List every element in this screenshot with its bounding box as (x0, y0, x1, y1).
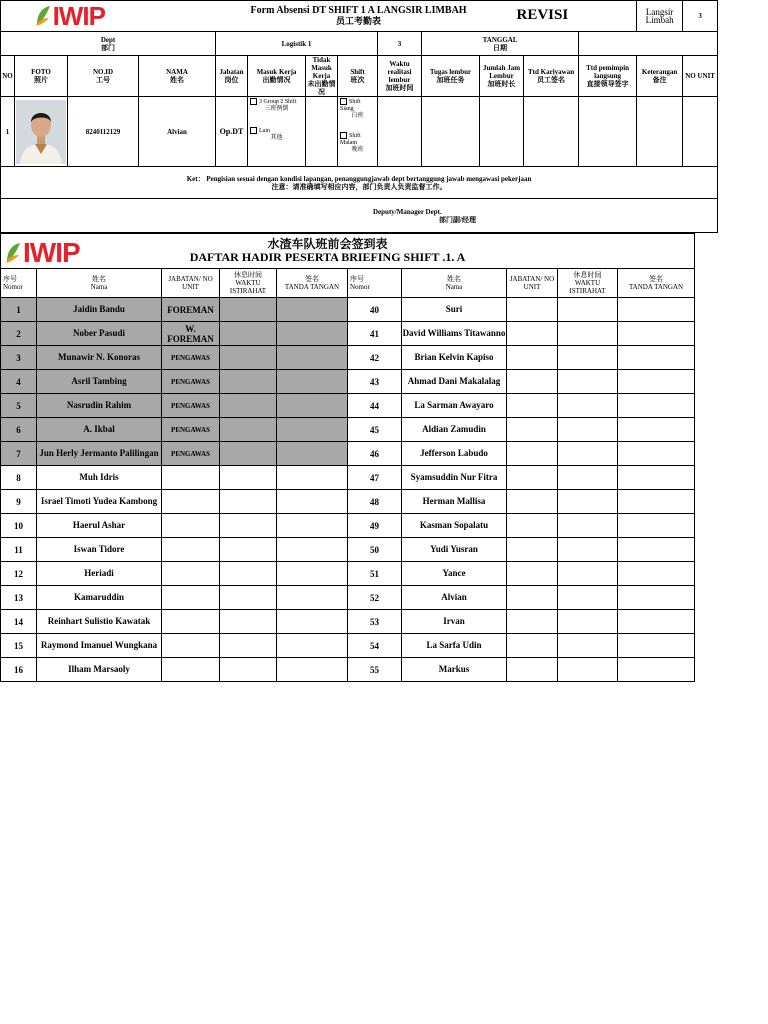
tanda-tangan-cell[interactable] (277, 298, 348, 322)
no-unit-cell[interactable] (683, 97, 718, 167)
participant-jabatan[interactable] (507, 370, 558, 394)
participant-name: Nober Pasudi (37, 322, 162, 346)
tanda-tangan-cell[interactable] (277, 538, 348, 562)
header-nomor-right: 序号 Nomor (348, 269, 402, 298)
row-number: 43 (348, 370, 402, 394)
participant-jabatan (162, 514, 220, 538)
company-logo (1, 1, 139, 31)
participant-jabatan: PENGAWAS (162, 394, 220, 418)
waktu-istirahat-cell[interactable] (558, 514, 618, 538)
leaf-icon (35, 5, 51, 27)
participant-jabatan[interactable] (507, 538, 558, 562)
form-title-cn: 员工考勤表 (336, 16, 382, 26)
form2-title-cell (1, 234, 695, 269)
tanda-tangan-cell[interactable] (618, 514, 695, 538)
form2-header-row (1, 269, 695, 298)
participant-name: Irvan (402, 610, 507, 634)
participant-name: Haerul Ashar (37, 514, 162, 538)
tanda-tangan-cell[interactable] (277, 562, 348, 586)
row-number: 9 (1, 490, 37, 514)
waktu-istirahat-cell[interactable] (558, 322, 618, 346)
waktu-istirahat-cell[interactable] (220, 562, 277, 586)
tanda-tangan-cell[interactable] (618, 346, 695, 370)
dept-value: Logistik 1 (216, 32, 378, 56)
participant-name: Israel Timoti Yudea Kambong (37, 490, 162, 514)
participant-jabatan[interactable] (507, 394, 558, 418)
employee-photo (16, 100, 66, 164)
waktu-istirahat-cell[interactable] (558, 658, 618, 682)
revisi-label: REVISI (516, 7, 569, 23)
deputy-cell (1, 199, 718, 233)
participant-name: Nasrudin Rahim (37, 394, 162, 418)
form1-data-row (1, 97, 718, 167)
row-number: 5 (1, 394, 37, 418)
briefing-title-cn: 水渣车队班前会签到表 (267, 237, 388, 251)
row-number: 15 (1, 634, 37, 658)
row-number: 50 (348, 538, 402, 562)
tanda-tangan-cell[interactable] (277, 418, 348, 442)
waktu-istirahat-cell[interactable] (220, 346, 277, 370)
tanda-tangan-cell[interactable] (277, 658, 348, 682)
waktu-istirahat-cell[interactable] (220, 490, 277, 514)
participant-jabatan (162, 490, 220, 514)
header-nounit: NO UNIT (683, 56, 718, 97)
tanda-tangan-cell[interactable] (277, 442, 348, 466)
tanda-tangan-cell[interactable] (618, 562, 695, 586)
keterangan-cell[interactable] (637, 97, 683, 167)
table-row (1, 610, 695, 634)
checkbox-icon (250, 98, 257, 105)
dept-label-cell (1, 32, 216, 56)
form2-body (1, 298, 695, 682)
checkbox-icon (340, 98, 347, 105)
table-row (1, 466, 695, 490)
participant-jabatan (162, 610, 220, 634)
tanda-tangan-cell[interactable] (618, 442, 695, 466)
employee-id: 8240112129 (68, 97, 139, 167)
tanda-tangan-cell[interactable] (618, 298, 695, 322)
participant-jabatan (162, 466, 220, 490)
note-cell (1, 167, 718, 199)
header-tanda-right: 签名 TANDA TANGAN (618, 269, 695, 298)
header-noid: NO.ID 工号 (68, 56, 139, 97)
row-number: 42 (348, 346, 402, 370)
waktu-istirahat-cell[interactable] (558, 466, 618, 490)
logo-text: IWIP (52, 1, 105, 31)
participant-name: Heriadi (37, 562, 162, 586)
waktu-istirahat-cell[interactable] (220, 370, 277, 394)
participant-name: Markus (402, 658, 507, 682)
header-jabatan-left: JABATAN/ NO UNIT (162, 269, 220, 298)
header-nama-left: 姓名 Nama (37, 269, 162, 298)
dept-number: 3 (378, 32, 422, 56)
participant-jabatan: PENGAWAS (162, 442, 220, 466)
corner-number: 3 (683, 1, 718, 32)
participant-name: Brian Kelvin Kapiso (402, 346, 507, 370)
waktu-istirahat-cell[interactable] (220, 466, 277, 490)
waktu-cell[interactable] (378, 97, 422, 167)
form1-logo-cell (1, 1, 139, 32)
participant-name: Jaidin Bandu (37, 298, 162, 322)
table-row (1, 322, 695, 346)
table-row (1, 658, 695, 682)
tanda-tangan-cell[interactable] (618, 490, 695, 514)
participant-jabatan (162, 538, 220, 562)
participant-name: Iswan Tidore (37, 538, 162, 562)
table-row (1, 490, 695, 514)
row-number: 14 (1, 610, 37, 634)
waktu-istirahat-cell[interactable] (220, 298, 277, 322)
waktu-istirahat-cell[interactable] (558, 586, 618, 610)
waktu-istirahat-cell[interactable] (558, 490, 618, 514)
tanda-tangan-cell[interactable] (618, 586, 695, 610)
table-row (1, 538, 695, 562)
participant-jabatan (162, 658, 220, 682)
header-tanda-left: 签名 TANDA TANGAN (277, 269, 348, 298)
header-jabatan-right: JABATAN/ NO UNIT (507, 269, 558, 298)
dept-label: Dept (100, 35, 116, 44)
participant-name: Raymond Imanuel Wungkana (37, 634, 162, 658)
row-number: 2 (1, 322, 37, 346)
participant-name: Suri (402, 298, 507, 322)
header-tidak: Tidak Masuk Kerja 未出勤情况 (307, 56, 336, 96)
header-ttdk: Ttd Kariyawan 员工签名 (524, 56, 579, 97)
waktu-istirahat-cell[interactable] (220, 514, 277, 538)
participant-name: La Sarman Awayaro (402, 394, 507, 418)
briefing-title: DAFTAR HADIR PESERTA BRIEFING SHIFT .1. A (189, 250, 466, 264)
participant-jabatan[interactable] (507, 466, 558, 490)
header-jabatan: Jabatan 岗位 (216, 56, 248, 97)
deputy-label-cn: 部门副/经理 (439, 215, 476, 224)
participant-name: Syamsuddin Nur Fitra (402, 466, 507, 490)
row-number: 49 (348, 514, 402, 538)
row-number: 48 (348, 490, 402, 514)
waktu-istirahat-cell[interactable] (220, 322, 277, 346)
tanggal-value[interactable] (579, 32, 718, 56)
header-jumlah: Jumlah Jam Lembur 加班时长 (480, 56, 524, 97)
participant-name: Herman Mallisa (402, 490, 507, 514)
participant-name: Asril Tambing (37, 370, 162, 394)
header-tugas: Tugas lembur 加班任务 (422, 56, 480, 97)
tanda-tangan-cell[interactable] (277, 586, 348, 610)
table-row (1, 370, 695, 394)
tanda-tangan-cell[interactable] (618, 538, 695, 562)
header-ket: Keterangan 备注 (637, 56, 683, 97)
participant-name: Yudi Yusran (402, 538, 507, 562)
participant-jabatan (162, 562, 220, 586)
header-waktu: Waktu realitasi lembur 加班时间 (378, 56, 422, 97)
tanda-tangan-cell[interactable] (277, 610, 348, 634)
participant-jabatan[interactable] (507, 634, 558, 658)
participant-name: Ahmad Dani Makalalag (402, 370, 507, 394)
waktu-istirahat-cell[interactable] (220, 658, 277, 682)
participant-jabatan[interactable] (507, 298, 558, 322)
header-nomor-left: 序号 Nomor (1, 269, 37, 298)
row-number: 47 (348, 466, 402, 490)
company-logo (5, 237, 80, 269)
participant-name: Jefferson Labudo (402, 442, 507, 466)
tanda-tangan-cell[interactable] (277, 346, 348, 370)
tanda-tangan-cell[interactable] (618, 418, 695, 442)
dept-label-cn: 部门 (101, 43, 115, 52)
waktu-istirahat-cell[interactable] (558, 370, 618, 394)
header-waktu-left: 休息时间 WAKTU ISTIRAHAT (220, 269, 277, 298)
waktu-istirahat-cell[interactable] (220, 610, 277, 634)
participant-jabatan: PENGAWAS (162, 370, 220, 394)
participant-jabatan[interactable] (507, 442, 558, 466)
participant-name: Alvian (402, 586, 507, 610)
waktu-istirahat-cell[interactable] (558, 634, 618, 658)
waktu-istirahat-cell[interactable] (220, 586, 277, 610)
row-number: 7 (1, 442, 37, 466)
ttd-pemimpin-cell[interactable] (579, 97, 637, 167)
masuk-options (248, 97, 306, 167)
leaf-icon (5, 242, 21, 264)
tanggal-label: TANGGAL (482, 35, 518, 44)
header-waktu-right: 休息时间 WAKTU ISTIRAHAT (558, 269, 618, 298)
header-ttdp: Ttd pemimpin langsung 直接领导签字 (579, 56, 637, 97)
row-number: 4 (1, 370, 37, 394)
participant-name: Kamaruddin (37, 586, 162, 610)
shift-option-2[interactable]: Shift Malam 晚班 (340, 132, 364, 153)
tidak-masuk-cell[interactable] (306, 97, 338, 167)
header-masuk: Masuk Kerja 出勤情况 (248, 56, 306, 97)
row-number: 51 (348, 562, 402, 586)
row-number: 11 (1, 538, 37, 562)
briefing-attendance-list (0, 233, 695, 682)
row-number: 12 (1, 562, 37, 586)
row-number: 8 (1, 466, 37, 490)
row-number: 54 (348, 634, 402, 658)
tanda-tangan-cell[interactable] (277, 514, 348, 538)
tanda-tangan-cell[interactable] (618, 658, 695, 682)
participant-jabatan: PENGAWAS (162, 418, 220, 442)
jumlah-cell[interactable] (480, 97, 524, 167)
waktu-istirahat-cell[interactable] (558, 394, 618, 418)
row-number: 16 (1, 658, 37, 682)
participant-name: Munawir N. Konoras (37, 346, 162, 370)
header-foto: FOTO 照片 (15, 56, 68, 97)
row-number: 41 (348, 322, 402, 346)
row-number: 1 (1, 298, 37, 322)
photo-cell (15, 97, 68, 167)
form1-header-row (1, 56, 718, 97)
ttd-karyawan-cell[interactable] (524, 97, 579, 167)
waktu-istirahat-cell[interactable] (558, 562, 618, 586)
waktu-istirahat-cell[interactable] (558, 442, 618, 466)
header-nama: NAMA 姓名 (139, 56, 216, 97)
waktu-istirahat-cell[interactable] (220, 394, 277, 418)
waktu-istirahat-cell[interactable] (558, 610, 618, 634)
participant-jabatan[interactable] (507, 586, 558, 610)
waktu-istirahat-cell[interactable] (220, 634, 277, 658)
participant-jabatan: W. FOREMAN (162, 322, 220, 346)
table-row (1, 394, 695, 418)
table-row (1, 298, 695, 322)
participant-jabatan[interactable] (507, 562, 558, 586)
row-number: 40 (348, 298, 402, 322)
row-number: 3 (1, 346, 37, 370)
table-row (1, 442, 695, 466)
participant-name: La Sarfa Udin (402, 634, 507, 658)
header-no: NO (1, 56, 15, 97)
note-text: Ket： Pengisian sesuai dengan kondisi lapangan, penanggungjawab dept bertanggung jawab mengawasi pekerjaan (186, 174, 532, 183)
participant-name: Muh Idris (37, 466, 162, 490)
tanggal-label-cell (422, 32, 579, 56)
waktu-istirahat-cell[interactable] (558, 346, 618, 370)
shift-options (338, 97, 378, 167)
row-number: 52 (348, 586, 402, 610)
header-nama-right: 姓名 Nama (402, 269, 507, 298)
tanda-tangan-cell[interactable] (618, 466, 695, 490)
participant-jabatan[interactable] (507, 658, 558, 682)
masuk-option-1[interactable]: 3 Group 2 Shift 三班两倒 (248, 97, 305, 114)
tanda-tangan-cell[interactable] (277, 490, 348, 514)
table-row (1, 586, 695, 610)
participant-name: Jun Herly Jermanto Palilingan (37, 442, 162, 466)
waktu-istirahat-cell[interactable] (220, 418, 277, 442)
employee-name: Alvian (139, 97, 216, 167)
employee-jabatan: Op.DT (216, 97, 248, 167)
row-number: 44 (348, 394, 402, 418)
deputy-label: Deputy/Manager Dept. (373, 207, 442, 216)
tanda-tangan-cell[interactable] (277, 466, 348, 490)
participant-name: Reinhart Sulistio Kawatak (37, 610, 162, 634)
note-text-cn: 注意：请准确填写相应内容，部门负责人负责监督工作。 (271, 182, 447, 191)
participant-jabatan[interactable] (507, 346, 558, 370)
checkbox-icon (340, 132, 347, 139)
row-number: 45 (348, 418, 402, 442)
attendance-form (0, 0, 718, 233)
row-number: 53 (348, 610, 402, 634)
waktu-istirahat-cell[interactable] (558, 298, 618, 322)
form1-title-cell (139, 1, 579, 32)
tanda-tangan-cell[interactable] (618, 370, 695, 394)
tanggal-label-cn: 日期 (493, 43, 508, 52)
table-row (1, 562, 695, 586)
participant-name: A. Ikbal (37, 418, 162, 442)
row-number: 6 (1, 418, 37, 442)
participant-jabatan[interactable] (507, 322, 558, 346)
tanda-tangan-cell[interactable] (618, 634, 695, 658)
shift-option-1[interactable]: Shift Siang 白班 (340, 98, 364, 119)
participant-jabatan (162, 634, 220, 658)
participant-jabatan[interactable] (507, 610, 558, 634)
row-number: 13 (1, 586, 37, 610)
corner-label: Langsir Limbah (637, 1, 683, 32)
participant-name: David Williams Titawanno (402, 322, 507, 346)
table-row (1, 346, 695, 370)
row-number: 46 (348, 442, 402, 466)
tanda-tangan-cell[interactable] (277, 634, 348, 658)
table-row (1, 514, 695, 538)
participant-jabatan (162, 586, 220, 610)
participant-jabatan[interactable] (507, 418, 558, 442)
participant-jabatan[interactable] (507, 490, 558, 514)
tanda-tangan-cell[interactable] (277, 322, 348, 346)
waktu-istirahat-cell[interactable] (558, 538, 618, 562)
row-number: 10 (1, 514, 37, 538)
participant-name: Aldian Zamudin (402, 418, 507, 442)
tanda-tangan-cell[interactable] (618, 610, 695, 634)
tanda-tangan-cell[interactable] (618, 394, 695, 418)
waktu-istirahat-cell[interactable] (220, 538, 277, 562)
table-row (1, 418, 695, 442)
tugas-cell[interactable] (422, 97, 480, 167)
tanda-tangan-cell[interactable] (277, 370, 348, 394)
logo-text: IWIP (23, 237, 80, 268)
row-number: 55 (348, 658, 402, 682)
tanda-tangan-cell[interactable] (618, 322, 695, 346)
participant-jabatan: FOREMAN (162, 298, 220, 322)
table-row (1, 634, 695, 658)
form-title: Form Absensi DT SHIFT 1 A LANGSIR LIMBAH (250, 5, 467, 16)
row-no: 1 (1, 97, 15, 167)
participant-name: Kasman Sopalatu (402, 514, 507, 538)
participant-name: Yance (402, 562, 507, 586)
waktu-istirahat-cell[interactable] (220, 442, 277, 466)
participant-jabatan[interactable] (507, 514, 558, 538)
tanda-tangan-cell[interactable] (277, 394, 348, 418)
checkbox-icon (250, 127, 257, 134)
waktu-istirahat-cell[interactable] (558, 418, 618, 442)
participant-jabatan: PENGAWAS (162, 346, 220, 370)
masuk-option-2[interactable]: Lain 其他 (248, 126, 305, 143)
participant-name: Ilham Marsaoly (37, 658, 162, 682)
header-shift: Shift 班次 (338, 56, 378, 97)
